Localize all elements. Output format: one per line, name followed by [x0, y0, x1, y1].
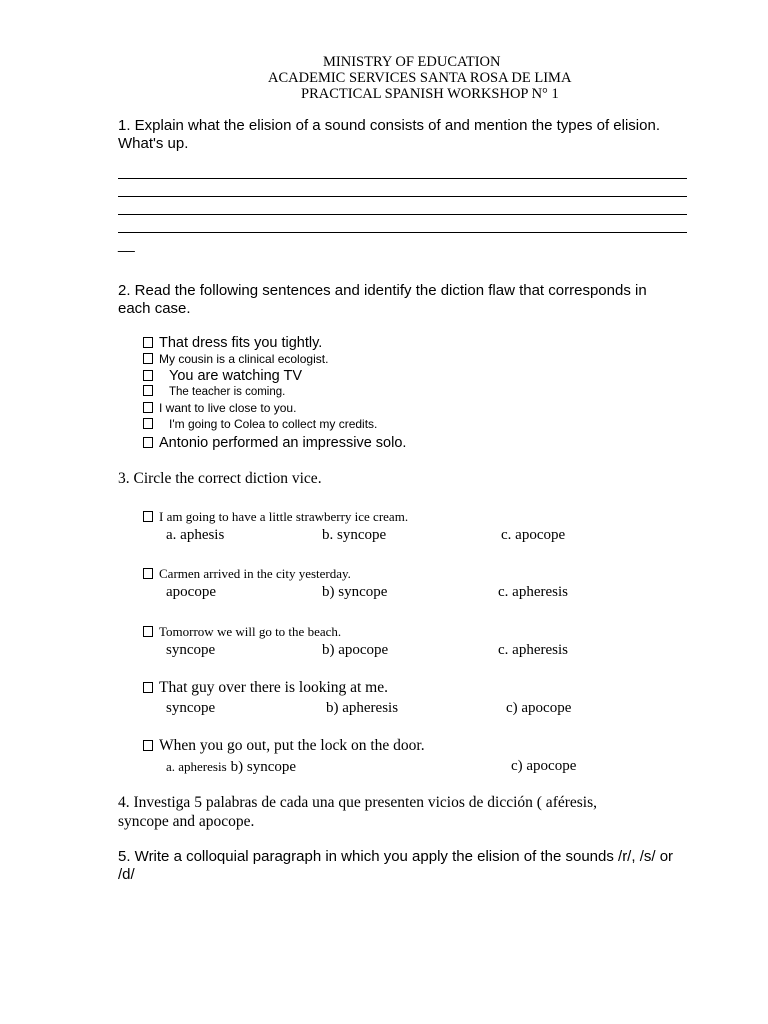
question-4-line1: 4. Investiga 5 palabras de cada una que presenten vicios de dicción ( aféresis, [118, 794, 598, 811]
checkbox-icon [143, 568, 153, 579]
checkbox-icon [143, 337, 153, 348]
question-2-line1: 2. Read the following sentences and identify the diction flaw that corresponds in [118, 282, 647, 299]
option-c: c) apocope [506, 700, 572, 716]
list-item: I want to live close to you. [143, 401, 296, 415]
answer-line-short: __ [118, 236, 135, 253]
exercise-sentence: Carmen arrived in the city yesterday. [143, 566, 351, 582]
option-c: c. apheresis [498, 584, 568, 600]
question-1-line1: 1. Explain what the elision of a sound consists of and mention the types of elision. [118, 117, 660, 134]
option-row [166, 758, 296, 776]
header-line-services: ACADEMIC SERVICES SANTA ROSA DE LIMA [268, 70, 572, 86]
header-line-ministry: MINISTRY OF EDUCATION [323, 54, 501, 70]
checkbox-icon [143, 353, 153, 364]
answer-line [118, 232, 687, 233]
option-c: c) apocope [511, 758, 577, 774]
option-a: a. aphesis [166, 527, 225, 543]
option-a: apocope [166, 584, 216, 600]
question-1-line2: What's up. [118, 135, 189, 152]
list-item: Antonio performed an impressive solo. [143, 435, 406, 451]
question-4-line2: syncope and apocope. [118, 813, 255, 830]
exercise-sentence: Tomorrow we will go to the beach. [143, 624, 341, 640]
answer-line [118, 214, 687, 215]
checkbox-icon [143, 682, 153, 693]
answer-line [118, 178, 687, 179]
option-b: b) apocope [322, 642, 389, 658]
checkbox-icon [143, 437, 153, 448]
checkbox-icon [143, 511, 153, 522]
question-5-line1: 5. Write a colloquial paragraph in which you apply the elision of the sounds /r/, /s/ or [118, 848, 674, 865]
exercise-sentence: That guy over there is looking at me. [143, 679, 388, 697]
list-item: The teacher is coming. [143, 385, 285, 398]
question-2-line2: each case. [118, 300, 191, 317]
checkbox-icon [143, 402, 153, 413]
checkbox-icon [143, 370, 153, 381]
answer-line [118, 196, 687, 197]
exercise-sentence: I am going to have a little strawberry ice cream. [143, 509, 408, 525]
list-item: My cousin is a clinical ecologist. [143, 352, 328, 366]
option-c: c. apheresis [498, 642, 568, 658]
question-3-text: 3. Circle the correct diction vice. [118, 470, 322, 487]
checkbox-icon [143, 740, 153, 751]
checkbox-icon [143, 626, 153, 637]
option-a: syncope [166, 700, 216, 716]
exercise-sentence: When you go out, put the lock on the door. [143, 737, 425, 755]
option-c: c. apocope [501, 527, 566, 543]
checkbox-icon [143, 418, 153, 429]
question-5-line2: /d/ [118, 866, 135, 883]
option-b: b. syncope [322, 527, 387, 543]
option-b: b) syncope [230, 759, 297, 775]
list-item: You are watching TV [143, 368, 302, 384]
option-b: b) apheresis [326, 700, 399, 716]
option-a: a. apheresis [166, 759, 227, 774]
option-a: syncope [166, 642, 216, 658]
list-item: That dress fits you tightly. [143, 335, 322, 351]
list-item: I'm going to Colea to collect my credits. [143, 417, 377, 431]
option-b: b) syncope [322, 584, 388, 600]
checkbox-icon [143, 385, 153, 396]
header-line-workshop: PRACTICAL SPANISH WORKSHOP N° 1 [301, 86, 559, 102]
